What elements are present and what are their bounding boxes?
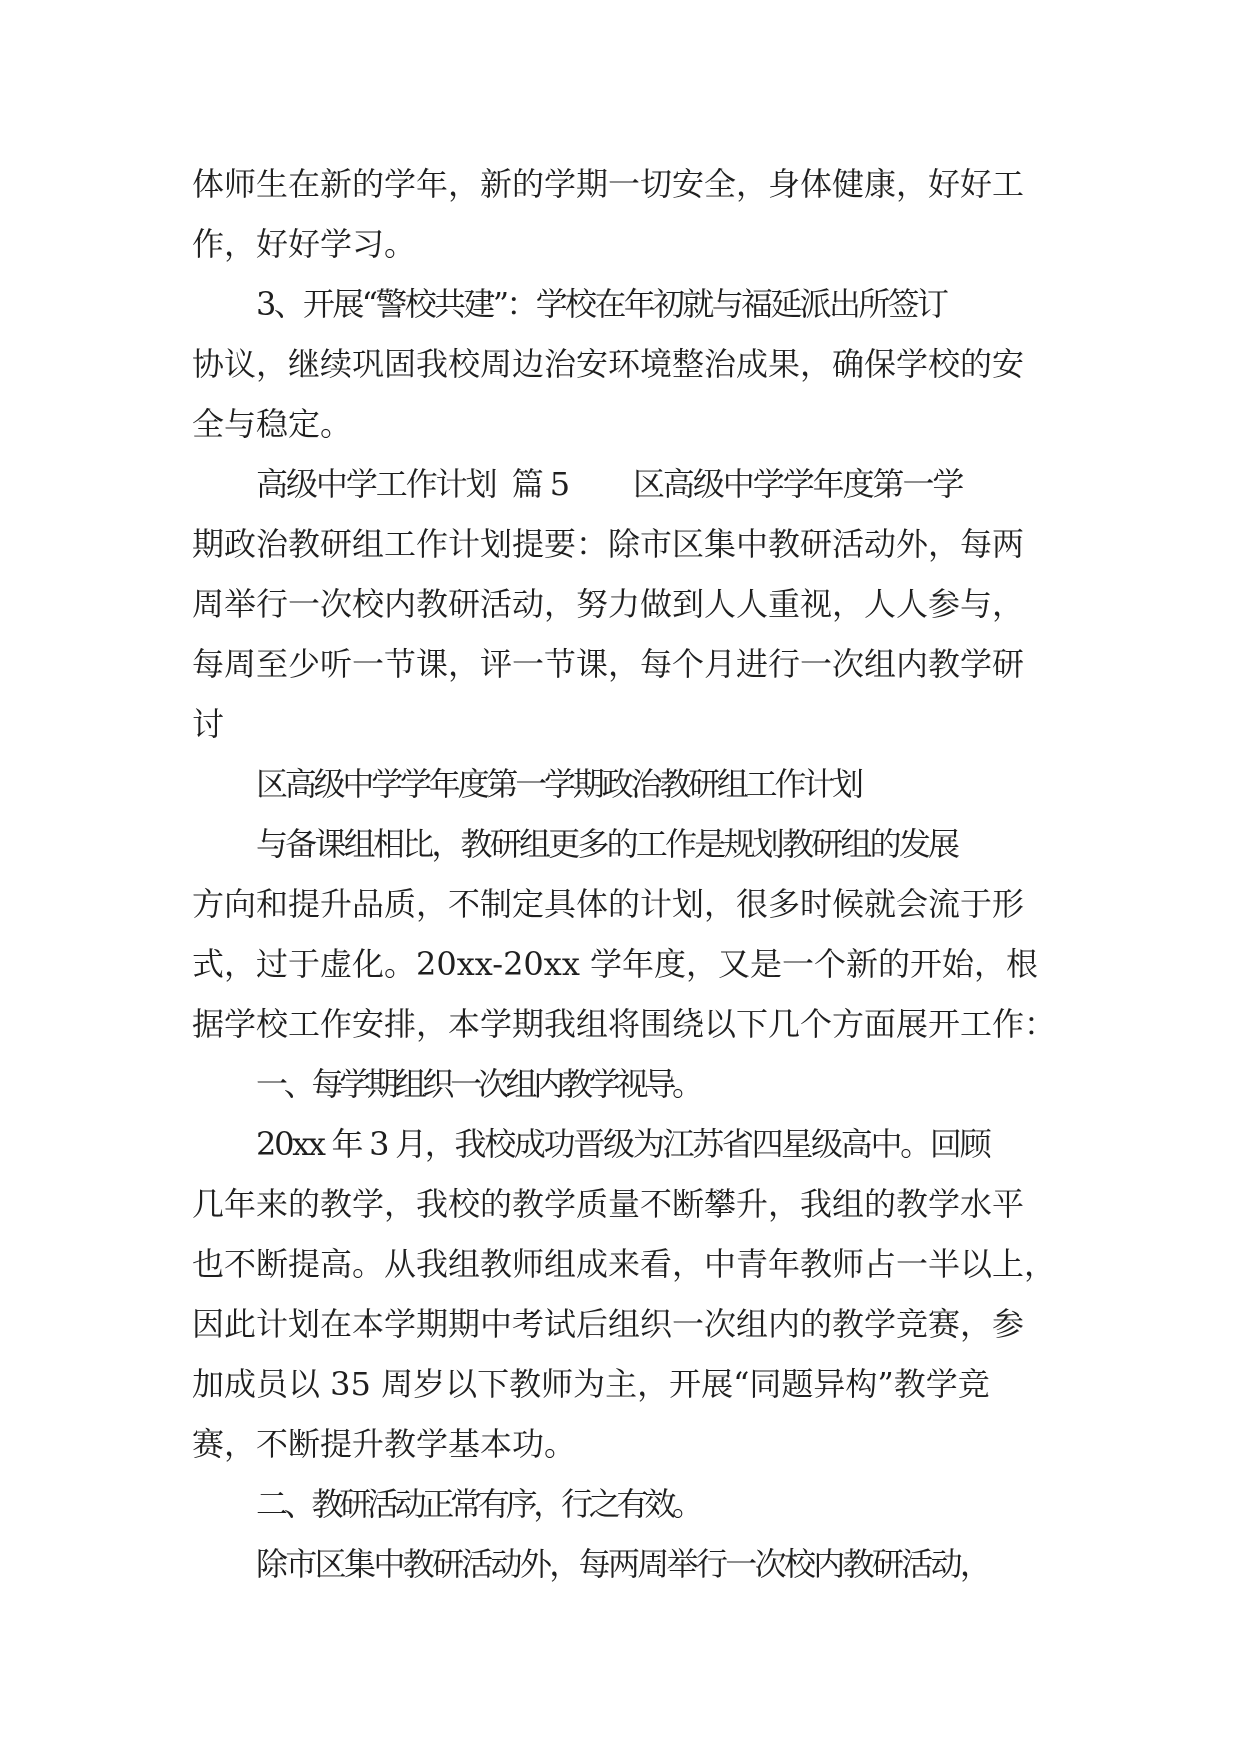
text-line: 据学校工作安排，本学期我组将围绕以下几个方面展开工作： xyxy=(192,1005,1057,1043)
text-line: 加成员以 35 周岁以下教师为主，开展“同题异构”教学竞 xyxy=(192,1365,990,1403)
text-line: 作，好好学习。 xyxy=(192,225,417,263)
text-line: 每周至少听一节课，评一节课，每个月进行一次组内教学研 xyxy=(192,645,1025,683)
text-line: 也不断提高。从我组教师组成来看，中青年教师占一半以上， xyxy=(192,1245,1057,1283)
text-line: 体师生在新的学年，新的学期一切安全，身体健康，好好工 xyxy=(192,165,1025,203)
text-line: 除市区集中教研活动外，每两周举行一次校内教研活动， xyxy=(256,1545,990,1583)
text-line: 周举行一次校内教研活动，努力做到人人重视，人人参与， xyxy=(192,585,1025,623)
text-line: 3、开展“警校共建”：学校在年初就与福延派出所签订 xyxy=(256,285,947,323)
subheading: 二、教研活动正常有序，行之有效。 xyxy=(256,1485,700,1523)
text-line: 几年来的教学，我校的教学质量不断攀升，我组的教学水平 xyxy=(192,1185,1025,1223)
text-line: 因此计划在本学期期中考试后组织一次组内的教学竞赛，参 xyxy=(192,1305,1025,1343)
text-line: 方向和提升品质，不制定具体的计划，很多时候就会流于形 xyxy=(192,885,1025,923)
subheading: 一、每学期组织一次组内教学视导。 xyxy=(256,1065,700,1103)
section-heading: 高级中学工作计划 篇 5 区高级中学学年度第一学 xyxy=(256,465,963,503)
text-line: 20xx 年 3 月，我校成功晋级为江苏省四星级高中。回顾 xyxy=(256,1125,990,1163)
text-line: 讨 xyxy=(192,705,225,743)
document-title: 区高级中学学年度第一学期政治教研组工作计划 xyxy=(256,765,861,803)
text-line: 期政治教研组工作计划提要：除市区集中教研活动外，每两 xyxy=(192,525,1025,563)
text-line: 赛，不断提升教学基本功。 xyxy=(192,1425,577,1463)
text-line: 协议，继续巩固我校周边治安环境整治成果，确保学校的安 xyxy=(192,345,1025,383)
text-line: 全与稳定。 xyxy=(192,405,353,443)
text-line: 与备课组相比，教研组更多的工作是规划教研组的发展 xyxy=(256,825,958,863)
text-line: 式，过于虚化。20xx-20xx 学年度，又是一个新的开始，根 xyxy=(192,945,1039,983)
